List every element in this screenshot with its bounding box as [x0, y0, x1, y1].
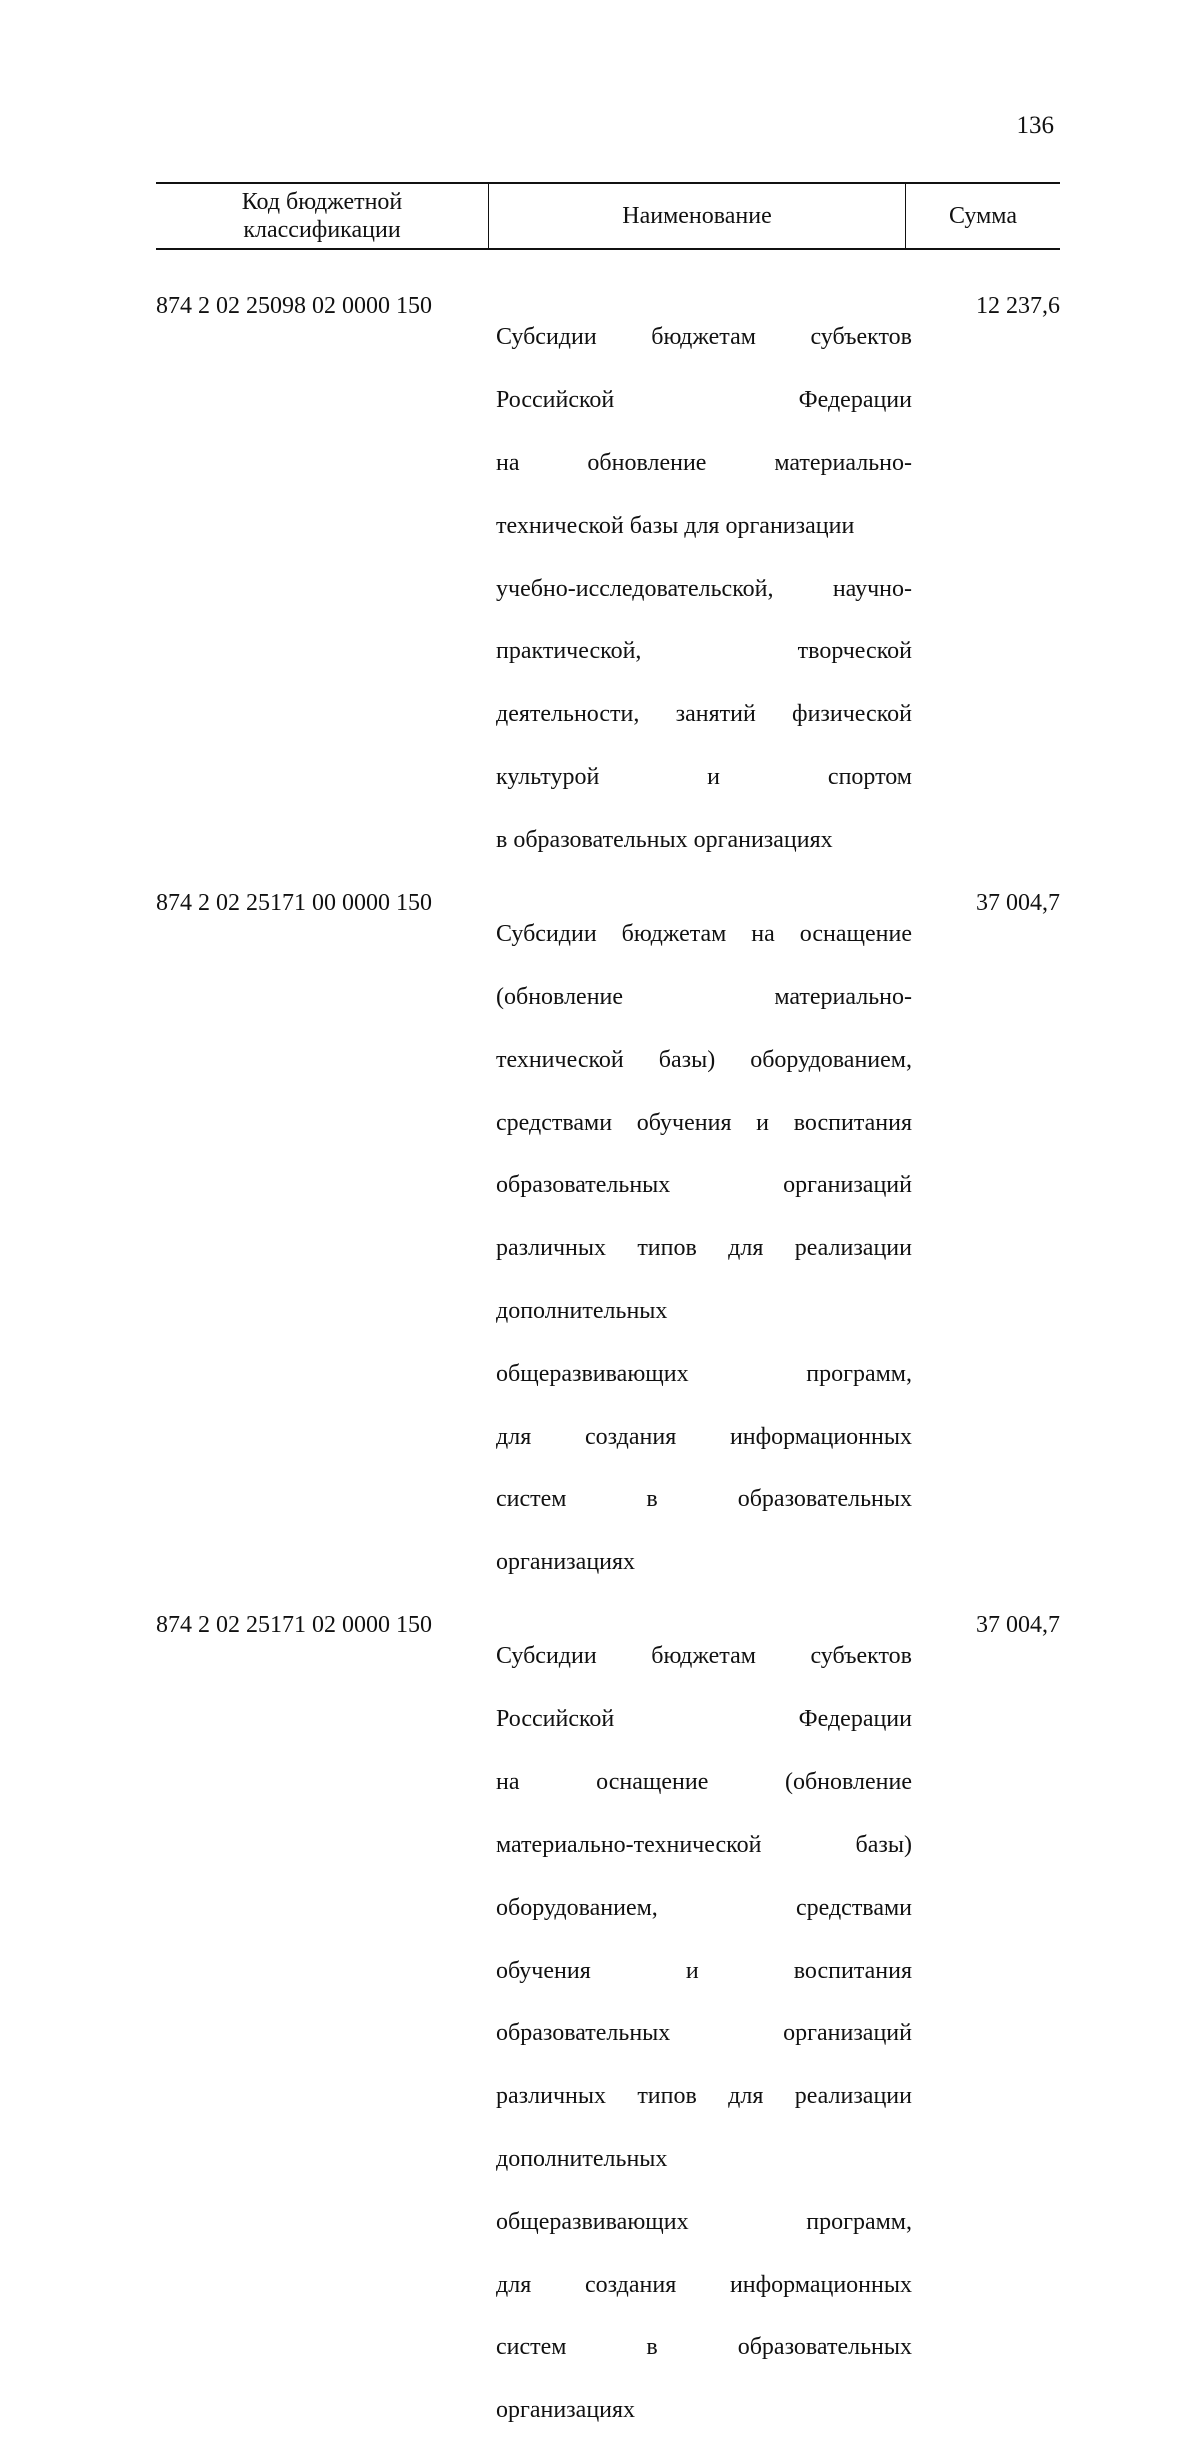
row-name-line: для создания информационных [496, 2271, 912, 2298]
row-name-line: Субсидии бюджетам субъектов [496, 1643, 912, 1670]
row-amount: 37 004,7 [976, 889, 1060, 916]
row-name [496, 291, 912, 888]
row-name-line: оборудованием, средствами [496, 1894, 912, 1921]
row-name-line: в образовательных организациях [496, 826, 833, 853]
header-code-label: Код бюджетной классификации [241, 189, 403, 243]
table-body [156, 291, 1060, 2458]
row-name-line: общеразвивающих программ, [496, 2208, 912, 2235]
table-header [156, 182, 1060, 250]
header-sum-label: Сумма [949, 203, 1017, 229]
row-name [496, 888, 912, 1610]
row-name-line: Субсидии бюджетам субъектов [496, 324, 912, 351]
row-name-line: систем в образовательных [496, 1486, 912, 1513]
page-number: 136 [1016, 112, 1054, 139]
row-name-line: Субсидии бюджетам на оснащение [496, 921, 912, 948]
row-name-line: дополнительных [496, 1298, 668, 1324]
row-name-line: образовательных организаций [496, 2020, 912, 2047]
row-name-line: обучения и воспитания [496, 1957, 912, 1984]
header-name [489, 184, 906, 248]
row-name-line: систем в образовательных [496, 2334, 912, 2361]
row-amount: 12 237,6 [976, 293, 1060, 319]
header-sum [906, 184, 1060, 248]
row-name-line: дополнительных [496, 2145, 668, 2172]
row-name-line: на оснащение (обновление [496, 1769, 912, 1796]
row-name-line: культурой и спортом [496, 764, 912, 791]
row-name-line: средствами обучения и воспитания [496, 1109, 912, 1136]
table-row [156, 1610, 1060, 2458]
row-code: 874 2 02 25098 02 0000 150 [156, 293, 432, 319]
row-name-line: для создания информационных [496, 1423, 912, 1450]
header-name-label: Наименование [622, 203, 772, 229]
row-name-line: учебно-исследовательской, научно- [496, 575, 912, 602]
table-row [156, 888, 1060, 1610]
row-name-line: практической, творческой [496, 638, 912, 665]
row-name-line: различных типов для реализации [496, 1235, 912, 1262]
row-name-line: материально-технической базы) [496, 1831, 912, 1858]
row-name-line: Российской Федерации [496, 1706, 912, 1733]
row-name-line: технической базы для организации [496, 512, 855, 539]
row-name [496, 1610, 912, 2458]
row-name-line: Российской Федерации [496, 387, 912, 414]
table-row [156, 291, 1060, 888]
header-code [156, 184, 489, 248]
row-code: 874 2 02 25171 00 0000 150 [156, 889, 432, 916]
row-name-line: общеразвивающих программ, [496, 1360, 912, 1387]
row-name-line: организациях [496, 2397, 636, 2424]
row-code: 874 2 02 25171 02 0000 150 [156, 1612, 432, 1639]
row-name-line: различных типов для реализации [496, 2083, 912, 2110]
row-name-line: (обновление материально- [496, 983, 912, 1010]
row-name-line: организациях [496, 1549, 636, 1576]
row-name-line: деятельности, занятий физической [496, 701, 912, 728]
row-name-line: на обновление материально- [496, 450, 912, 477]
row-name-line: технической базы) оборудованием, [496, 1046, 912, 1073]
row-name-line: образовательных организаций [496, 1172, 912, 1199]
row-amount: 37 004,7 [976, 1612, 1060, 1639]
